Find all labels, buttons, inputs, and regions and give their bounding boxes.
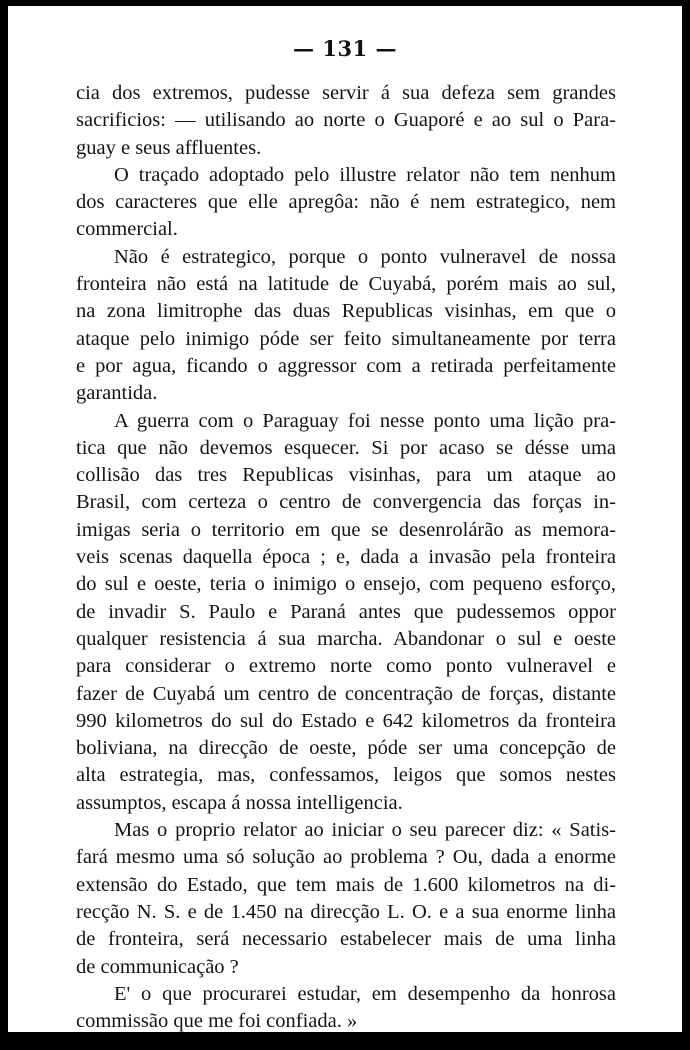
page-text — [76, 80, 616, 1032]
text-line: alta estrategia, mas, confessamos, leigos que somos nestes — [76, 764, 616, 787]
text-line: tica que não devemos esquecer. Si por acaso se désse uma — [76, 436, 616, 459]
text-line: veis scenas daquella época ; e, dada a invasão pela fronteira — [76, 546, 616, 569]
text-line: boliviana, na direcção de oeste, póde ser uma concepção de — [76, 737, 616, 760]
paragraph — [76, 244, 616, 408]
text-line: e por agua, ficando o aggressor com a retirada perfeitamente — [76, 354, 616, 377]
text-line: imigas seria o territorio em que se desenrolárão as memora- — [76, 518, 616, 541]
text-line: de communicação ? — [76, 955, 239, 978]
paragraph — [76, 817, 616, 981]
paragraph — [76, 408, 616, 817]
text-line: E' o que procurarei estudar, em desempenho da honrosa — [114, 982, 616, 1005]
text-line: guay e seus affluentes. — [76, 136, 262, 159]
text-line: fronteira não está na latitude de Cuyabá, porém mais ao sul, — [76, 273, 616, 296]
text-line: commissão que me foi confiada. » — [76, 1010, 358, 1032]
text-line: 990 kilometros do sul do Estado e 642 kilometros da fronteira — [76, 709, 616, 732]
text-line: sacrificios: — utilisando ao norte o Guaporé e ao sul o Para- — [76, 109, 616, 132]
text-line: na zona limitrophe das duas Republicas visinhas, em que o — [76, 300, 616, 323]
text-line: collisão das tres Republicas visinhas, para um ataque ao — [76, 464, 616, 487]
text-line: para considerar o extremo norte como ponto vulneravel e — [76, 655, 616, 678]
paragraph — [76, 80, 616, 162]
text-line: ataque pelo inimigo póde ser feito simultaneamente por terra — [76, 327, 616, 350]
text-line: Mas o proprio relator ao iniciar o seu parecer diz: « Satis- — [114, 819, 616, 842]
page-number: — 131 — — [293, 36, 397, 61]
text-line: assumptos, escapa á nossa intelligencia. — [76, 791, 403, 814]
text-line: fazer de Cuyabá um centro de concentração de forças, distante — [76, 682, 616, 705]
text-line: de fronteira, será necessario estabelecer mais de uma linha — [76, 928, 616, 951]
book-page — [8, 6, 682, 1032]
text-line: de invadir S. Paulo e Paraná antes que pudessemos oppor — [76, 600, 616, 623]
text-line: Brasil, com certeza o centro de convergencia das forças in- — [76, 491, 616, 514]
text-line: cia dos extremos, pudesse servir á sua defeza sem grandes — [76, 82, 616, 104]
paragraph — [76, 162, 616, 244]
paragraph — [76, 981, 616, 1032]
text-line: extensão do Estado, que tem mais de 1.600 kilometros na di- — [76, 873, 616, 896]
text-line: A guerra com o Paraguay foi nesse ponto uma lição pra- — [114, 409, 616, 432]
text-line: dos caracteres que elle apregôa: não é nem estrategico, nem — [76, 191, 616, 214]
text-line: do sul e oeste, teria o inimigo o ensejo, com pequeno esforço, — [76, 573, 616, 596]
text-line: garantida. — [76, 382, 158, 405]
text-line: qualquer resistencia á sua marcha. Abandonar o sul e oeste — [76, 627, 616, 650]
text-line: fará mesmo uma só solução ao problema ? Ou, dada a enorme — [76, 846, 616, 869]
text-line: commercial. — [76, 218, 178, 241]
text-line: O traçado adoptado pelo illustre relator não tem nenhum — [114, 163, 616, 186]
text-line: Não é estrategico, porque o ponto vulneravel de nossa — [114, 245, 616, 268]
text-line: recção N. S. e de 1.450 na direcção L. O. e a sua enorme linha — [76, 900, 616, 923]
